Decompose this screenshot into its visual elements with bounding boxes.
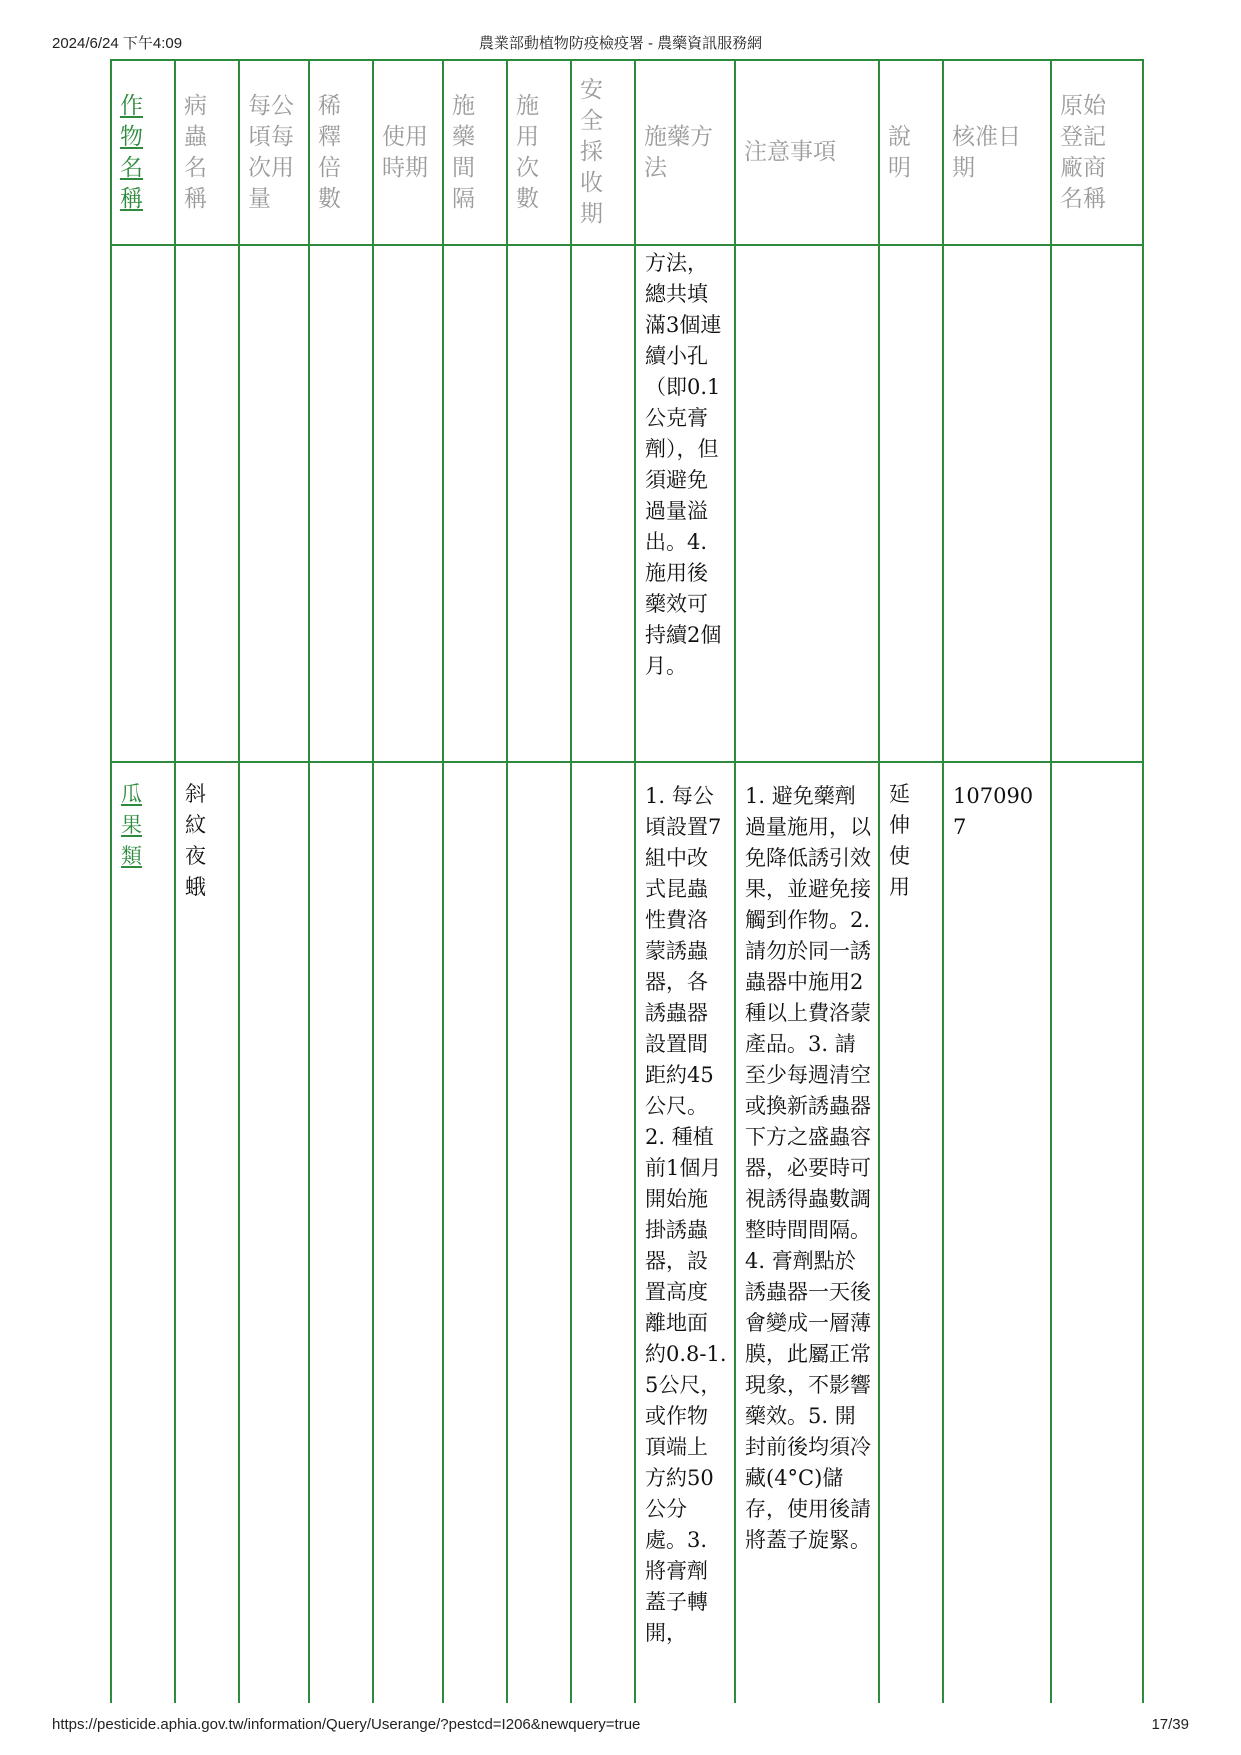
col-header-crop[interactable] — [111, 60, 175, 245]
table-row — [111, 245, 1143, 762]
print-header — [52, 32, 1189, 52]
cell-dilution — [309, 245, 373, 762]
print-footer — [52, 1716, 1189, 1736]
cell-dilution — [309, 762, 373, 1703]
pest-name: 斜紋夜蛾 — [185, 782, 206, 899]
cell-method: 方法，總共填滿3個連續小孔（即0.1公克膏劑），但須避免過量溢出。4. 施用後藥效可持續2個月。 — [635, 245, 735, 762]
cell-interval — [443, 762, 507, 1703]
col-header-pest: 病蟲名稱 — [175, 60, 239, 245]
col-header-remark: 說明 — [879, 60, 943, 245]
cell-notes: 1. 避免藥劑過量施用，以免降低誘引效果，並避免接觸到作物。2. 請勿於同一誘蟲器中施用2種以上費洛蒙產品。3. 請至少每週清空或換新誘蟲器下方之盛蟲容器，必要時可視誘得蟲數調整時間間隔。4. 膏劑點於誘蟲器一天後會變成一層薄膜，此屬正常現象，不影響藥效。5. 開封前後均須冷藏(4°C)儲存，使用後請將蓋子旋緊。 — [735, 762, 879, 1703]
print-datetime: 2024/6/24 下午4:09 — [52, 35, 183, 52]
cell-notes — [735, 245, 879, 762]
cell-times — [507, 245, 571, 762]
sort-link-crop[interactable]: 作物名稱 — [120, 92, 143, 212]
cell-remark — [879, 245, 943, 762]
cell-registrant — [1051, 762, 1143, 1703]
col-header-dilution: 稀釋倍數 — [309, 60, 373, 245]
header-row — [111, 60, 1143, 245]
col-header-times: 施用次數 — [507, 60, 571, 245]
cell-approval-date — [943, 245, 1051, 762]
cell-crop — [111, 245, 175, 762]
col-header-dose: 每公頃每次用量 — [239, 60, 309, 245]
col-header-interval: 施藥間隔 — [443, 60, 507, 245]
cell-approval-date — [943, 762, 1051, 1703]
cell-registrant — [1051, 245, 1143, 762]
cell-phi — [571, 762, 635, 1703]
cell-timing — [373, 762, 443, 1703]
col-header-timing: 使用時期 — [373, 60, 443, 245]
table-row — [111, 762, 1143, 1703]
cell-pest — [175, 245, 239, 762]
col-header-phi: 安全採收期 — [571, 60, 635, 245]
col-header-registrant: 原始登記廠商名稱 — [1051, 60, 1143, 245]
remark-text: 延伸使用 — [889, 782, 910, 899]
col-header-method: 施藥方法 — [635, 60, 735, 245]
cell-dose — [239, 762, 309, 1703]
cell-dose — [239, 245, 309, 762]
crop-link[interactable]: 瓜果類 — [121, 782, 142, 868]
cell-crop[interactable] — [111, 762, 175, 1703]
cell-interval — [443, 245, 507, 762]
usage-table — [110, 59, 1144, 1703]
col-header-notes: 注意事項 — [735, 60, 879, 245]
approval-date: 1070907 — [953, 784, 1034, 839]
cell-phi — [571, 245, 635, 762]
cell-pest — [175, 762, 239, 1703]
print-site-title: 農業部動植物防疫檢疫署 - 農藥資訊服務網 — [478, 35, 763, 52]
cell-method: 1. 每公頃設置7組中改式昆蟲性費洛蒙誘蟲器，各誘蟲器設置間距約45公尺。2. 種植前1個月開始施掛誘蟲器，設置高度離地面約0.8-1.5公尺，或作物頂端上方約50公分處。3. 將膏劑蓋子轉開， — [635, 762, 735, 1703]
cell-times — [507, 762, 571, 1703]
col-header-approval-date: 核准日期 — [943, 60, 1051, 245]
page-number: 17/39 — [1151, 1716, 1189, 1733]
cell-remark — [879, 762, 943, 1703]
print-url: https://pesticide.aphia.gov.tw/information/Query/Userange/?pestcd=I206&newquery=true — [52, 1716, 641, 1733]
cell-timing — [373, 245, 443, 762]
